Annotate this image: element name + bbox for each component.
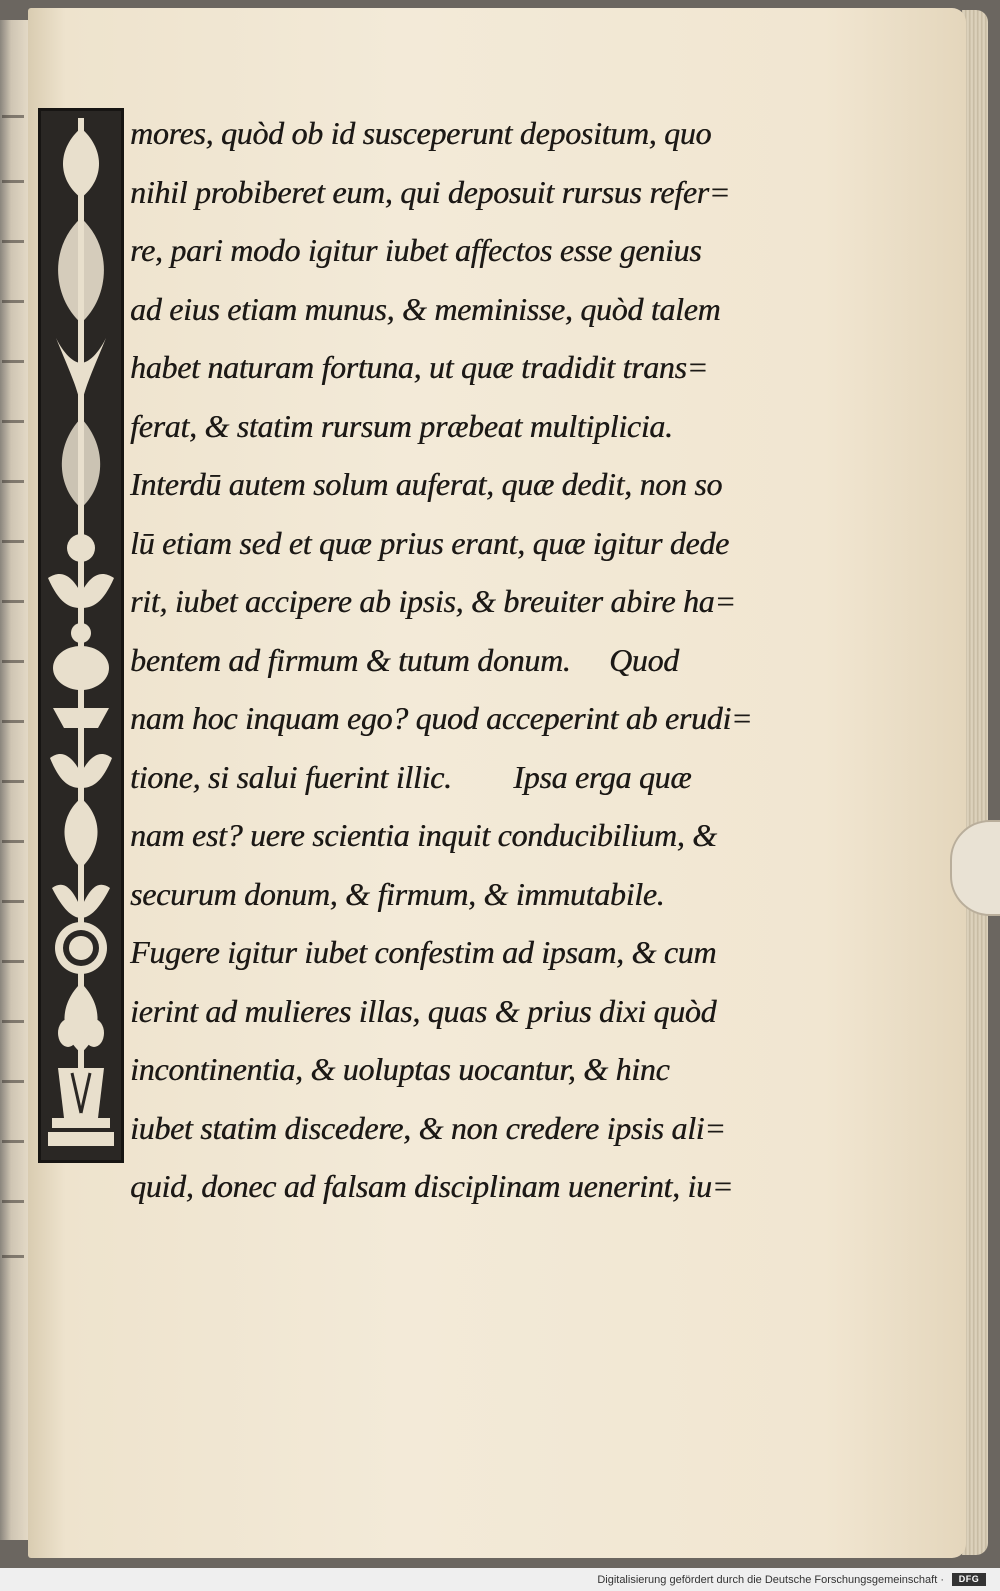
previous-page-edge	[0, 20, 28, 1540]
text-line: nihil probiberet eum, qui deposuit rursus refer=	[130, 173, 731, 210]
text-line: securum donum, & firmum, & immutabile.	[130, 875, 665, 912]
text-line: ierint ad mulieres illas, quas & prius dixi quòd	[130, 992, 717, 1029]
woodcut-border-ornament	[38, 108, 124, 1163]
text-line: ferat, & statim rursum præbeat multiplicia.	[130, 407, 673, 444]
text-line: bentem ad firmum & tutum donum. Quod	[130, 641, 679, 678]
text-line: rit, iubet accipere ab ipsis, & breuiter abire ha=	[130, 583, 736, 619]
text-line: nam hoc inquam ego? quod acceperint ab erudi=	[130, 700, 753, 736]
floral-ornament-icon	[38, 108, 124, 1163]
text-line: mores, quòd ob id susceperunt depositum, quo	[130, 115, 712, 151]
text-line: quid, donec ad falsam disciplinam uenerint, iu=	[130, 1168, 733, 1204]
digitization-credit: Digitalisierung gefördert durch die Deutsche Forschungsgemeinschaft ·	[597, 1574, 944, 1586]
text-line: re, pari modo igitur iubet affectos esse genius	[130, 232, 702, 268]
text-line: lū etiam sed et quæ prius erant, quæ igitur dede	[130, 524, 729, 561]
text-line: iubet statim discedere, & non credere ipsis ali=	[130, 1109, 726, 1146]
text-line: incontinentia, & uoluptas uocantur, & hinc	[130, 1051, 670, 1087]
text-line: habet naturam fortuna, ut quæ tradidit trans=	[130, 349, 708, 385]
text-line: ad eius etiam munus, & meminisse, quòd talem	[130, 290, 721, 327]
text-line: tione, si salui fuerint illic. Ipsa erga quæ	[130, 758, 692, 795]
text-line: nam est? uere scientia inquit conducibilium, &	[130, 817, 717, 853]
text-line: Fugere igitur iubet confestim ad ipsam, & cum	[130, 934, 717, 970]
latin-text-block	[130, 104, 770, 1216]
text-line: Interdū autem solum auferat, quæ dedit, non so	[130, 466, 723, 502]
dfg-logo-icon: DFG	[952, 1573, 986, 1586]
